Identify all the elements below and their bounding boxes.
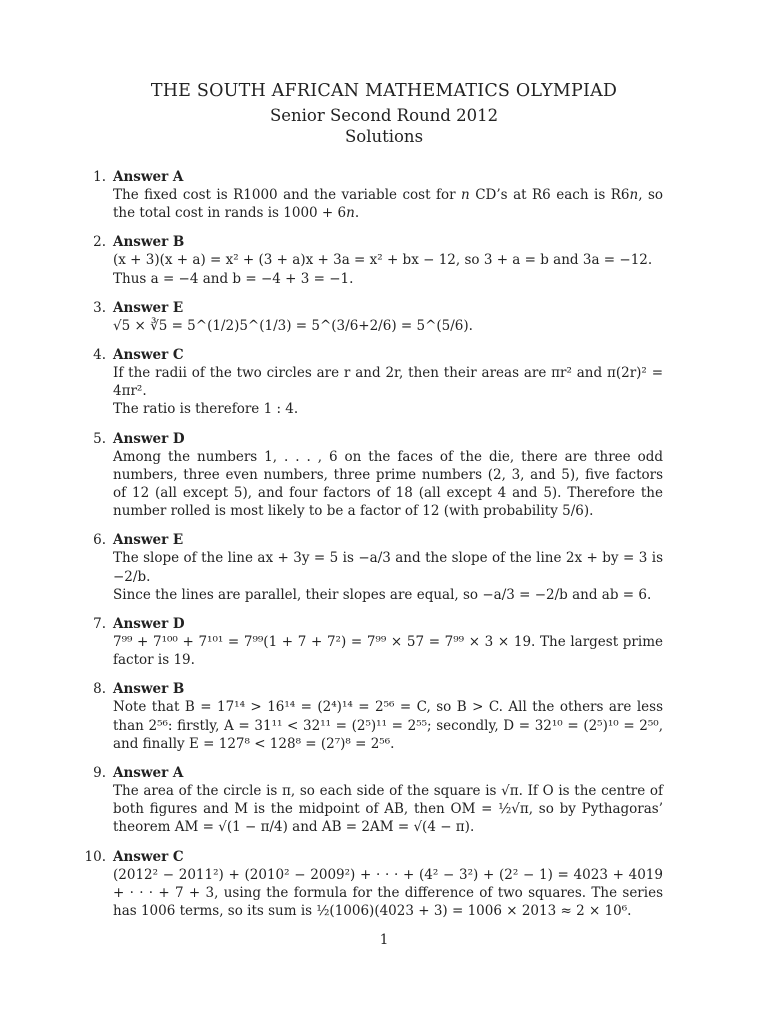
- solution-item: [0, 764, 768, 837]
- answer-label: Answer B: [113, 234, 185, 251]
- solution-item: [0, 615, 768, 669]
- item-number: 8.: [93, 681, 106, 698]
- solution-text: Note that B = 17¹⁴ > 16¹⁴ = (2⁴)¹⁴ = 2⁵⁶ = C, so B > C. All the others are less than 2⁵⁶: firstly, A = 31¹¹ < 32¹¹ = (2⁵)¹¹ = 2⁵⁵; secondly, D = 32¹⁰ = (2⁵)¹⁰ = 2⁵⁰, and finally E = 127⁸ < 128⁸ = (2⁷)⁸ = 2⁵⁶.: [113, 699, 663, 752]
- document-subtitle: Senior Second Round 2012: [269, 106, 499, 125]
- solution-item: [0, 168, 768, 222]
- solution-text: (x + 3)(x + a) = x² + (3 + a)x + 3a = x² + bx − 12, so 3 + a = b and 3a = −12. Thus a = −4 and b = −4 + 3 = −1.: [113, 252, 653, 287]
- item-number: 1.: [93, 169, 106, 185]
- answer-label: Answer B: [113, 681, 185, 698]
- solution-text: The fixed cost is R1000 and the variable cost for n CD’s at R6 each is R6n, so the total cost in rands is 1000 + 6n.: [113, 187, 664, 222]
- solution-text: (2012² − 2011²) + (2010² − 2009²) + · · · + (4² − 3²) + (2² − 1) = 4023 + 4019 + · · · + 7 + 3, using the formula for the difference of two squares. The series has 1006 terms, so its sum is ½(1006)(4023 + 3) = 1006 × 2013 ≈ 2 × 10⁶.: [113, 866, 663, 920]
- document-title: THE SOUTH AFRICAN MATHEMATICS OLYMPIAD: [150, 81, 618, 101]
- answer-label: Answer A: [113, 765, 184, 782]
- solution-text: The slope of the line ax + 3y = 5 is −a/3 and the slope of the line 2x + by = 3 is −2/b. Since the lines are parallel, their slopes are equal, so −a/3 = −2/b and ab = 6.: [113, 550, 663, 603]
- answer-label: Answer E: [113, 299, 184, 316]
- document-header: [0, 80, 768, 147]
- answer-label: Answer D: [113, 430, 185, 447]
- solution-item: [0, 680, 768, 753]
- item-number: 2.: [93, 234, 106, 251]
- solutions-list: [0, 168, 768, 931]
- solution-item: [0, 848, 768, 921]
- answer-label: Answer C: [113, 848, 184, 865]
- answer-label: Answer E: [113, 532, 184, 549]
- item-number: 6.: [93, 532, 106, 549]
- item-number: 4.: [93, 347, 106, 364]
- page-number: 1: [379, 932, 389, 948]
- item-number: 3.: [93, 299, 106, 316]
- solution-text: Among the numbers 1, . . . , 6 on the faces of the die, there are three odd numbers, three even numbers, three prime numbers (2, 3, and 5), five factors of 12 (all except 5), and four factors of 18 (all except 4 and 5). Therefore the number rolled is most likely to be a factor of 12 (with probability 5/6).: [113, 448, 663, 520]
- solution-item: [0, 299, 768, 335]
- item-number: 7.: [93, 616, 106, 633]
- answer-label: Answer A: [113, 169, 184, 185]
- solution-text: 7⁹⁹ + 7¹⁰⁰ + 7¹⁰¹ = 7⁹⁹(1 + 7 + 7²) = 7⁹⁹ × 57 = 7⁹⁹ × 3 × 19. The largest prime factor is 19.: [113, 634, 663, 669]
- section-title: Solutions: [344, 127, 424, 146]
- item-number: 5.: [93, 430, 106, 447]
- solution-text: The area of the circle is π, so each side of the square is √π. If O is the centre of both figures and M is the midpoint of AB, then OM = ½√π, so by Pythagoras’ theorem AM = √(1 − π/4) and AB = 2AM = √(4 − π).: [113, 783, 663, 836]
- answer-label: Answer C: [113, 347, 184, 364]
- solution-text: √5 × ∛5 = 5^(1/2)5^(1/3) = 5^(3/6+2/6) = 5^(5/6).: [113, 317, 473, 334]
- item-number: 9.: [93, 765, 106, 782]
- item-number: 10.: [84, 848, 106, 865]
- solution-item: [0, 346, 768, 419]
- answer-label: Answer D: [113, 616, 185, 633]
- solution-text: If the radii of the two circles are r and 2r, then their areas are πr² and π(2r)² = 4πr². The ratio is therefore 1 : 4.: [113, 365, 663, 418]
- solution-item: [0, 531, 768, 604]
- solution-item: [0, 430, 768, 521]
- solution-item: [0, 233, 768, 287]
